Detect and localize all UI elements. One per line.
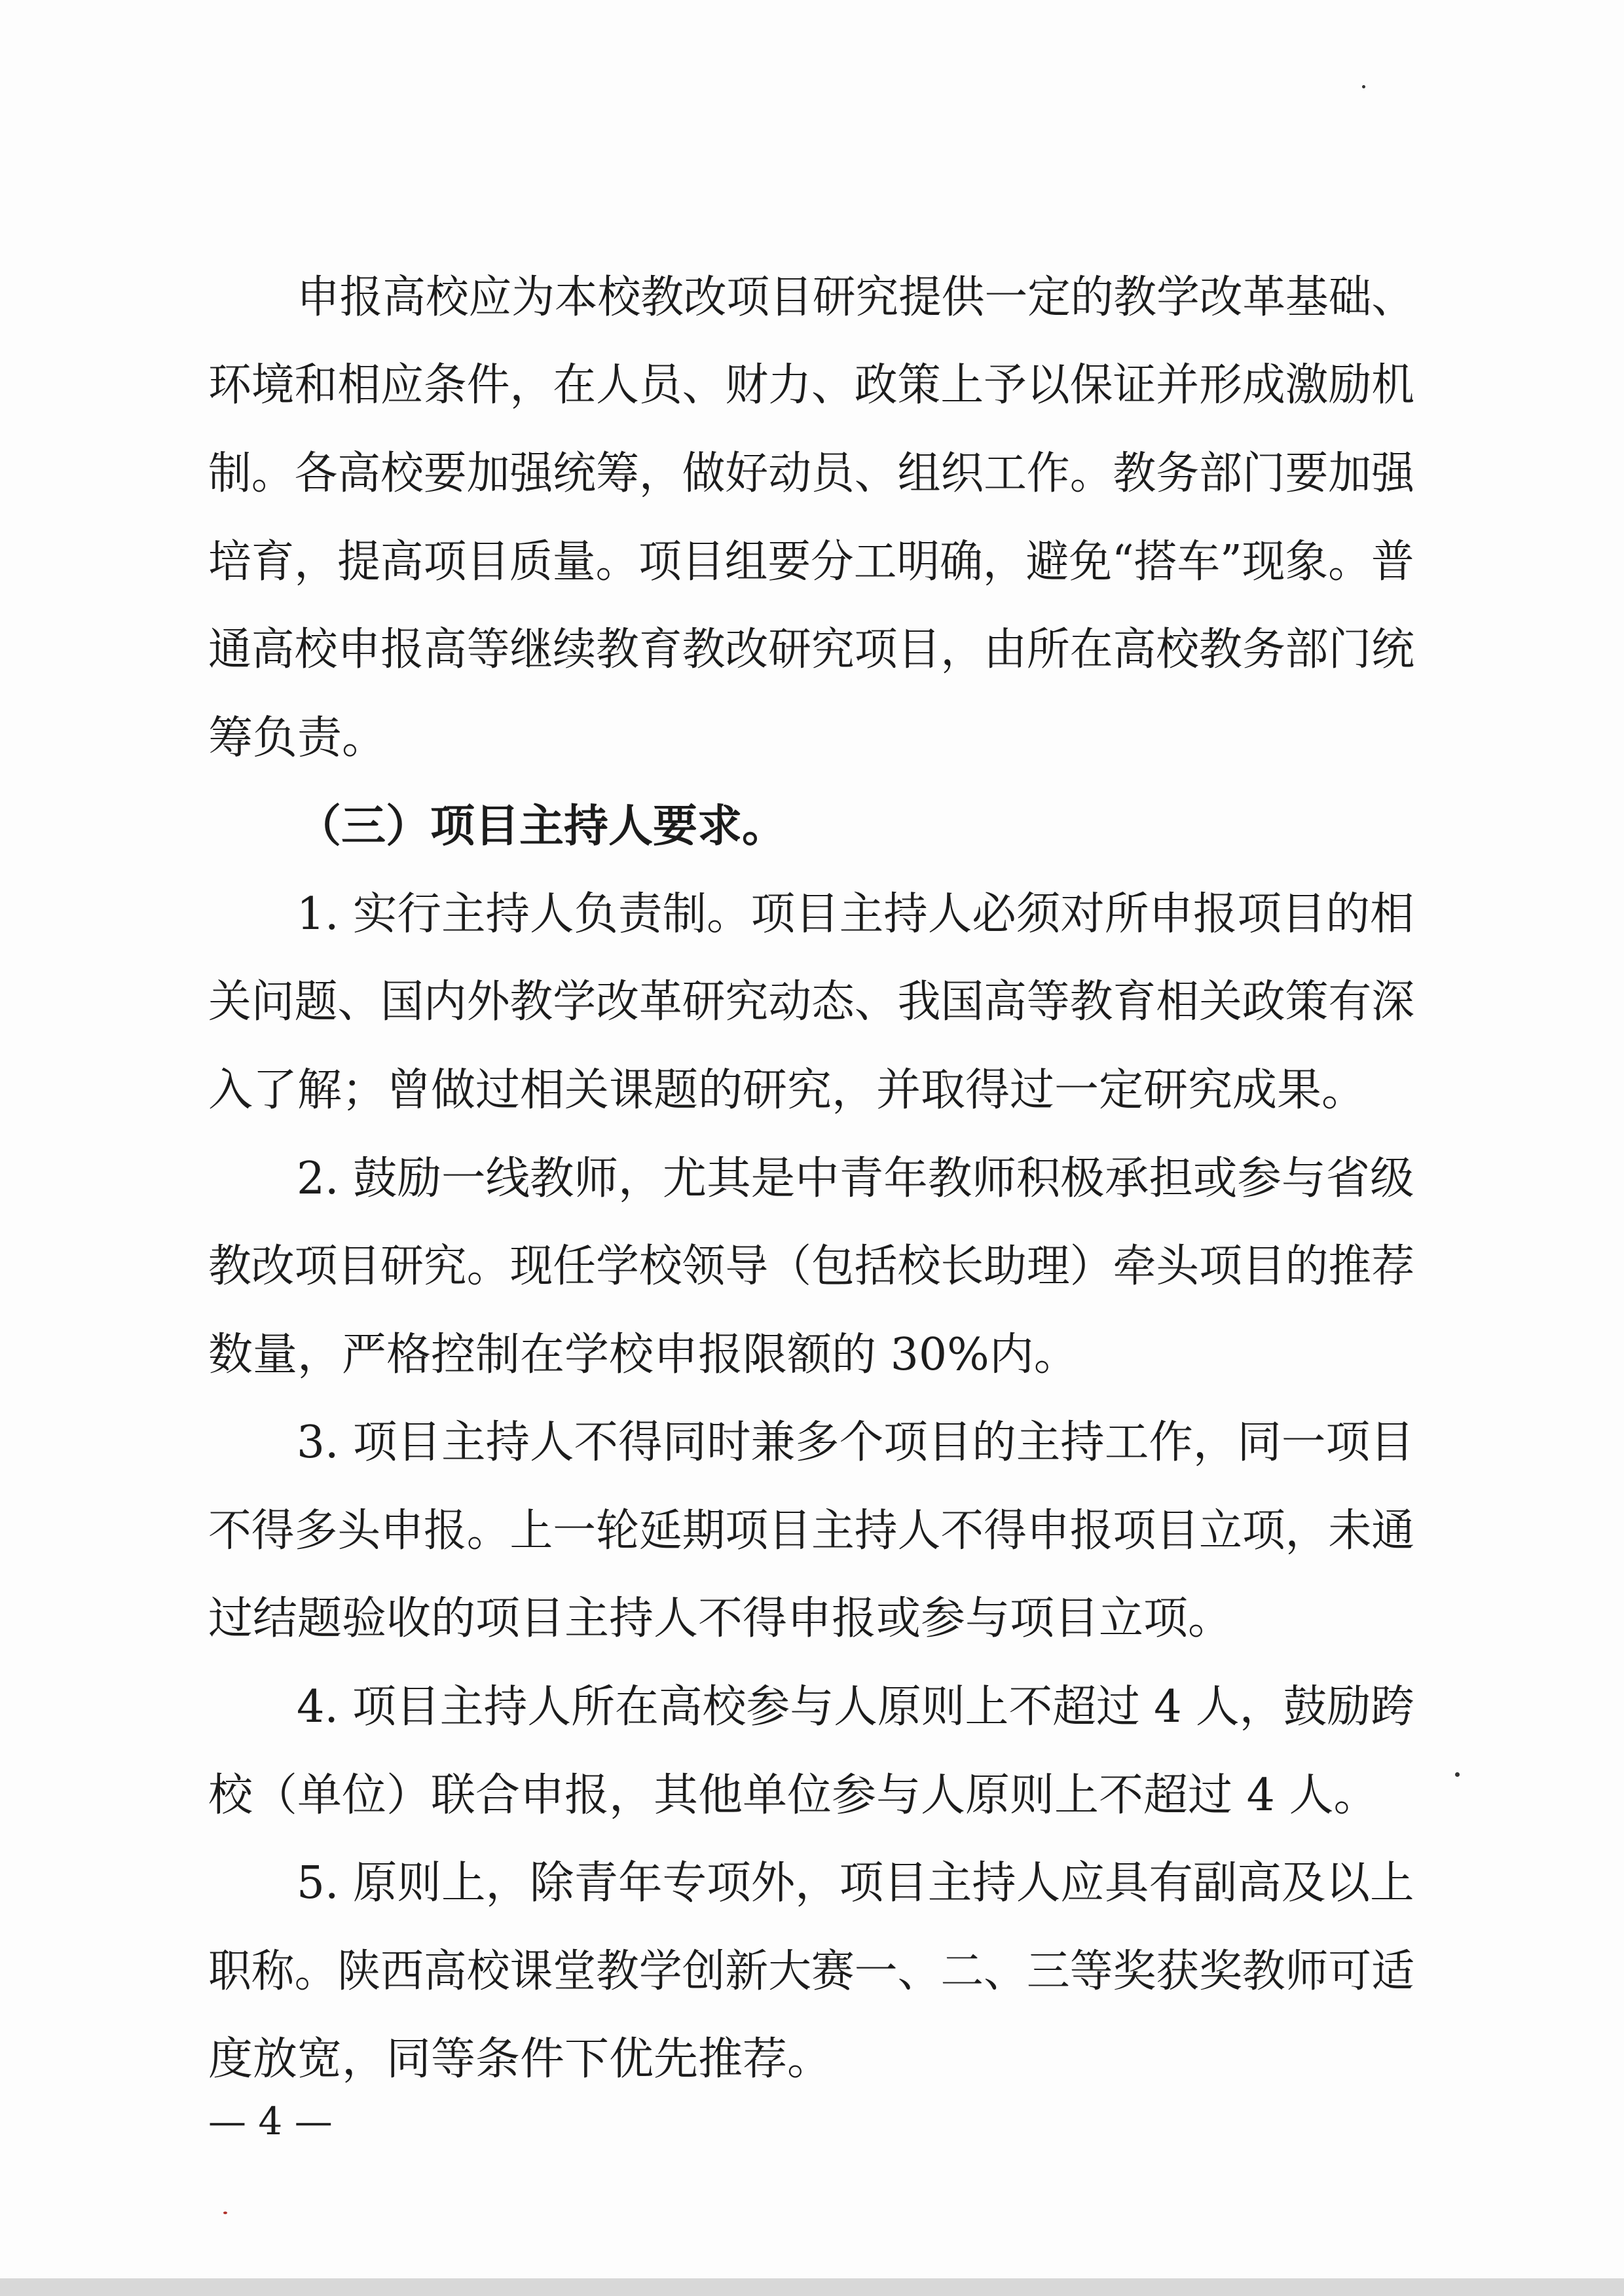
body-line: 4. 项目主持人所在高校参与人原则上不超过 4 人，鼓励跨 (297, 1681, 1414, 1733)
scan-speck (1455, 1772, 1460, 1777)
body-line: 2. 鼓励一线教师，尤其是中青年教师积极承担或参与省级 (297, 1153, 1414, 1205)
body-line: 校（单位）联合申报，其他单位参与人原则上不超过 4 人。 (208, 1770, 1378, 1821)
body-line: 度放宽，同等条件下优先推荐。 (208, 2033, 832, 2085)
body-line: 不得多头申报。上一轮延期项目主持人不得申报项目立项，未通 (208, 1505, 1415, 1557)
body-line: 职称。陕西高校课堂教学创新大赛一、二、三等奖获奖教师可适 (208, 1946, 1415, 1997)
body-line: 通高校申报高等继续教育教改研究项目，由所在高校教务部门统 (208, 624, 1415, 676)
body-line: 3. 项目主持人不得同时兼多个项目的主持工作，同一项目 (297, 1417, 1414, 1468)
body-line: 入了解；曾做过相关课题的研究，并取得过一定研究成果。 (208, 1065, 1367, 1116)
body-line: 环境和相应条件，在人员、财力、政策上予以保证并形成激励机 (208, 359, 1415, 411)
body-line: 教改项目研究。现任学校领导（包括校长助理）牵头项目的推荐 (208, 1241, 1415, 1292)
body-line: 数量，严格控制在学校申报限额的 30%内。 (208, 1329, 1079, 1381)
body-line: 关问题、国内外教学改革研究动态、我国高等教育相关政策有深 (208, 976, 1415, 1028)
body-line: 制。各高校要加强统筹，做好动员、组织工作。教务部门要加强 (208, 448, 1415, 500)
body-line: 筹负责。 (208, 712, 387, 764)
page-number: — 4 — (208, 2099, 333, 2143)
scan-bottom-edge (0, 2278, 1624, 2296)
body-line: 5. 原则上，除青年专项外，项目主持人应具有副高及以上 (297, 1857, 1414, 1909)
body-line: 1. 实行主持人负责制。项目主持人必须对所申报项目的相 (297, 888, 1414, 940)
section-heading: （三）项目主持人要求。 (297, 800, 787, 852)
body-line: 过结题验收的项目主持人不得申报或参与项目立项。 (208, 1593, 1233, 1645)
scan-speck (223, 2212, 227, 2214)
scan-speck (1362, 85, 1365, 88)
body-line: 申报高校应为本校教改项目研究提供一定的教学改革基础、 (297, 272, 1415, 323)
body-line: 培育，提高项目质量。项目组要分工明确，避免“搭车”现象。普 (208, 536, 1414, 588)
